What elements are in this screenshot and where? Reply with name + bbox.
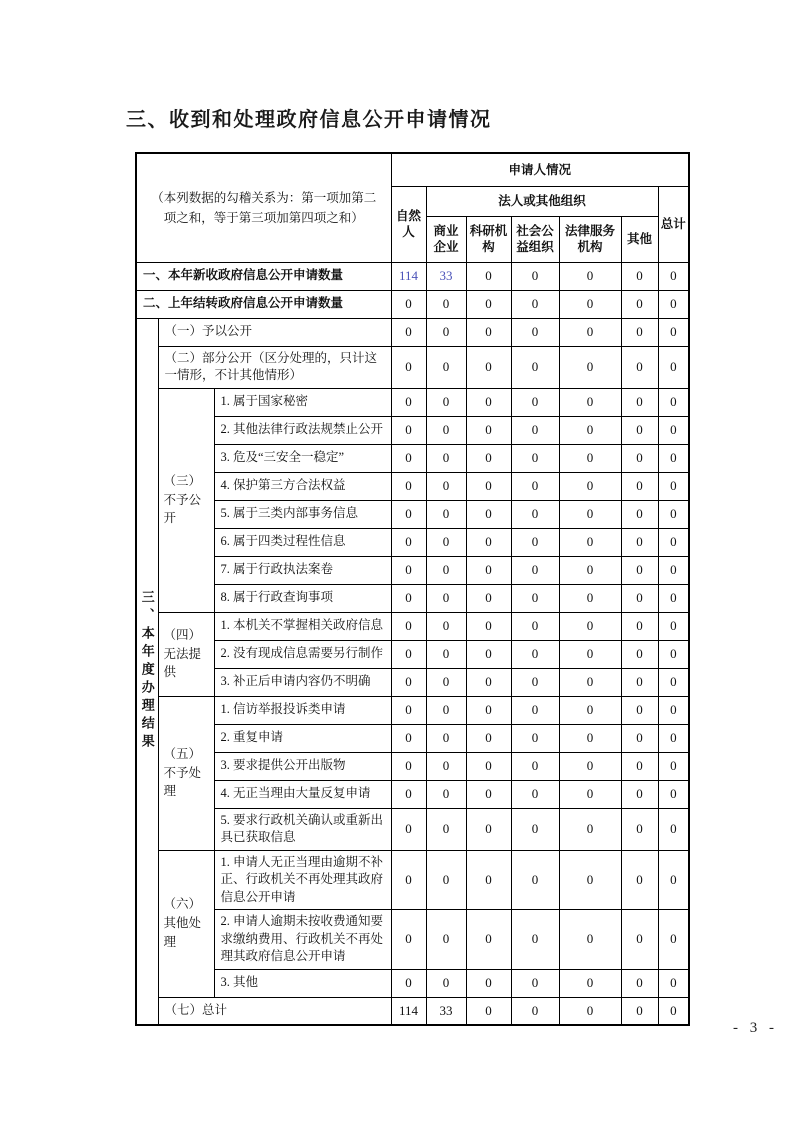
value-cell: 0 (658, 850, 689, 910)
value-cell: 0 (511, 696, 559, 724)
row-label: （七）总计 (158, 997, 391, 1025)
table-note: （本列数据的勾稽关系为：第一项加第二项之和，等于第三项加第四项之和） (136, 153, 391, 262)
row-label: 4. 无正当理由大量反复申请 (214, 780, 391, 808)
value-cell: 0 (621, 910, 658, 970)
value-cell: 0 (466, 556, 511, 584)
value-cell: 0 (658, 780, 689, 808)
page-number: - 3 - (733, 1020, 778, 1036)
value-cell: 0 (426, 346, 466, 388)
value-cell: 0 (511, 472, 559, 500)
table-row (136, 262, 689, 290)
value-cell: 0 (391, 416, 426, 444)
value-cell: 0 (391, 318, 426, 346)
value-cell: 0 (391, 346, 426, 388)
value-cell: 0 (621, 290, 658, 318)
table-row (136, 416, 689, 444)
row-label: 8. 属于行政查询事项 (214, 584, 391, 612)
row-label: 5. 属于三类内部事务信息 (214, 500, 391, 528)
value-cell: 0 (466, 388, 511, 416)
value-cell: 0 (559, 640, 621, 668)
value-cell: 0 (391, 724, 426, 752)
value-cell: 0 (559, 444, 621, 472)
table-row (136, 780, 689, 808)
row-label: 2. 其他法律行政法规禁止公开 (214, 416, 391, 444)
value-cell: 0 (511, 318, 559, 346)
value-cell: 0 (511, 444, 559, 472)
value-cell: 0 (466, 262, 511, 290)
value-cell: 0 (621, 556, 658, 584)
value-cell: 0 (511, 528, 559, 556)
value-cell: 0 (511, 640, 559, 668)
value-cell: 0 (426, 969, 466, 997)
section-label-vertical: 三、本年度办理结果 (136, 318, 158, 1025)
value-cell: 0 (426, 416, 466, 444)
header-legal-or-other-org: 法人或其他组织 (426, 186, 658, 216)
value-cell: 0 (621, 696, 658, 724)
value-cell: 0 (658, 640, 689, 668)
value-cell: 0 (658, 318, 689, 346)
value-cell: 0 (391, 808, 426, 850)
table-row (136, 696, 689, 724)
row-label: 1. 属于国家秘密 (214, 388, 391, 416)
row-label: 2. 重复申请 (214, 724, 391, 752)
value-cell: 0 (426, 472, 466, 500)
value-cell: 0 (658, 969, 689, 997)
row-label: 2. 申请人逾期未按收费通知要求缴纳费用、行政机关不再处理其政府信息公开申请 (214, 910, 391, 970)
value-cell: 0 (391, 556, 426, 584)
value-cell: 0 (621, 640, 658, 668)
value-cell: 0 (511, 808, 559, 850)
value-cell: 0 (621, 752, 658, 780)
value-cell: 0 (621, 444, 658, 472)
value-cell: 0 (466, 997, 511, 1025)
table-row (136, 808, 689, 850)
value-cell: 0 (426, 584, 466, 612)
table-row (136, 556, 689, 584)
value-cell: 0 (391, 290, 426, 318)
value-cell: 0 (426, 500, 466, 528)
value-cell: 0 (559, 780, 621, 808)
value-cell: 0 (426, 388, 466, 416)
value-cell: 0 (391, 584, 426, 612)
value-cell: 114 (391, 997, 426, 1025)
value-cell: 0 (658, 346, 689, 388)
page-title: 三、收到和处理政府信息公开申请情况 (126, 109, 492, 131)
table-row (136, 584, 689, 612)
value-cell: 0 (559, 910, 621, 970)
value-cell: 0 (621, 668, 658, 696)
value-cell: 0 (466, 444, 511, 472)
row-label: 6. 属于四类过程性信息 (214, 528, 391, 556)
value-cell: 0 (466, 472, 511, 500)
table-row (136, 528, 689, 556)
value-cell: 0 (466, 668, 511, 696)
col-header-natural-person: 自然人 (391, 186, 426, 262)
value-cell: 0 (391, 472, 426, 500)
table-row (136, 290, 689, 318)
col-header-social-welfare-org: 社会公益组织 (511, 216, 559, 262)
value-cell: 0 (426, 640, 466, 668)
value-cell: 0 (466, 318, 511, 346)
table-row (136, 500, 689, 528)
value-cell: 0 (621, 808, 658, 850)
table-row (136, 640, 689, 668)
table-row (136, 997, 689, 1025)
value-cell: 0 (511, 752, 559, 780)
value-cell: 0 (621, 262, 658, 290)
value-cell: 0 (511, 346, 559, 388)
value-cell: 0 (466, 696, 511, 724)
value-cell: 0 (426, 290, 466, 318)
table-row (136, 472, 689, 500)
table-row (136, 969, 689, 997)
value-cell: 0 (621, 724, 658, 752)
value-cell: 0 (658, 696, 689, 724)
row-label: 1. 信访举报投诉类申请 (214, 696, 391, 724)
table-body (136, 262, 689, 1025)
value-cell: 0 (621, 500, 658, 528)
value-cell: 0 (466, 780, 511, 808)
value-cell: 0 (658, 724, 689, 752)
value-cell: 0 (621, 850, 658, 910)
table-row (136, 850, 689, 910)
group-label: （六）其他处理 (158, 850, 214, 997)
col-header-legal-service-org: 法律服务机构 (559, 216, 621, 262)
row-label: 3. 危及“三安全一稳定” (214, 444, 391, 472)
value-cell: 0 (466, 500, 511, 528)
value-cell: 0 (391, 640, 426, 668)
table-row (136, 444, 689, 472)
header-applicant-status: 申请人情况 (391, 153, 689, 186)
value-cell: 0 (466, 910, 511, 970)
value-cell: 0 (391, 910, 426, 970)
value-cell: 0 (511, 969, 559, 997)
value-cell: 0 (621, 388, 658, 416)
value-cell: 0 (658, 262, 689, 290)
value-cell: 0 (658, 416, 689, 444)
value-cell: 0 (466, 528, 511, 556)
value-cell: 0 (559, 808, 621, 850)
value-cell: 0 (426, 724, 466, 752)
value-cell: 0 (511, 612, 559, 640)
value-cell: 0 (426, 556, 466, 584)
value-cell: 0 (658, 444, 689, 472)
value-cell: 0 (426, 780, 466, 808)
value-cell: 0 (511, 388, 559, 416)
value-cell: 0 (391, 612, 426, 640)
value-cell: 0 (426, 850, 466, 910)
value-cell: 0 (621, 780, 658, 808)
row-label: 3. 补正后申请内容仍不明确 (214, 668, 391, 696)
value-cell: 0 (466, 850, 511, 910)
value-cell: 0 (559, 724, 621, 752)
value-cell: 0 (559, 668, 621, 696)
row-label: 5. 要求行政机关确认或重新出具已获取信息 (214, 808, 391, 850)
col-header-commercial-enterprise: 商业企业 (426, 216, 466, 262)
value-cell: 0 (391, 969, 426, 997)
value-cell: 0 (511, 850, 559, 910)
value-cell: 0 (658, 910, 689, 970)
value-cell: 0 (559, 752, 621, 780)
value-cell: 0 (511, 668, 559, 696)
value-cell: 0 (511, 290, 559, 318)
value-cell: 0 (511, 556, 559, 584)
value-cell: 0 (559, 556, 621, 584)
value-cell: 0 (466, 290, 511, 318)
value-cell: 0 (559, 472, 621, 500)
value-cell: 0 (391, 696, 426, 724)
value-cell: 0 (466, 584, 511, 612)
value-cell: 0 (621, 584, 658, 612)
value-cell: 0 (511, 780, 559, 808)
row-label: （一）予以公开 (158, 318, 391, 346)
value-cell: 0 (658, 556, 689, 584)
col-header-total: 总计 (658, 186, 689, 262)
row-label: 1. 本机关不掌握相关政府信息 (214, 612, 391, 640)
value-cell: 0 (511, 997, 559, 1025)
value-cell: 0 (391, 500, 426, 528)
value-cell: 0 (559, 318, 621, 346)
value-cell: 0 (559, 346, 621, 388)
value-cell: 33 (426, 262, 466, 290)
table-row (136, 612, 689, 640)
value-cell: 0 (426, 528, 466, 556)
row-label: 1. 申请人无正当理由逾期不补正、行政机关不再处理其政府信息公开申请 (214, 850, 391, 910)
value-cell: 0 (511, 724, 559, 752)
value-cell: 0 (621, 318, 658, 346)
value-cell: 0 (621, 346, 658, 388)
group-label: （五）不予处理 (158, 696, 214, 850)
value-cell: 0 (391, 444, 426, 472)
value-cell: 0 (426, 444, 466, 472)
row-label: 2. 没有现成信息需要另行制作 (214, 640, 391, 668)
value-cell: 0 (426, 668, 466, 696)
value-cell: 0 (621, 997, 658, 1025)
value-cell: 0 (466, 969, 511, 997)
value-cell: 0 (391, 850, 426, 910)
table-row (136, 910, 689, 970)
value-cell: 0 (658, 584, 689, 612)
value-cell: 0 (466, 346, 511, 388)
value-cell: 0 (426, 696, 466, 724)
table-row (136, 668, 689, 696)
value-cell: 0 (559, 584, 621, 612)
table-row (136, 318, 689, 346)
value-cell: 0 (511, 584, 559, 612)
table-row (136, 388, 689, 416)
value-cell: 0 (391, 388, 426, 416)
value-cell: 0 (426, 910, 466, 970)
value-cell: 0 (559, 850, 621, 910)
value-cell: 0 (466, 724, 511, 752)
value-cell: 33 (426, 997, 466, 1025)
value-cell: 0 (559, 262, 621, 290)
value-cell: 0 (658, 528, 689, 556)
row-label: 4. 保护第三方合法权益 (214, 472, 391, 500)
value-cell: 0 (559, 290, 621, 318)
value-cell: 0 (658, 500, 689, 528)
col-header-research-institution: 科研机构 (466, 216, 511, 262)
value-cell: 0 (426, 612, 466, 640)
value-cell: 0 (658, 808, 689, 850)
value-cell: 0 (466, 808, 511, 850)
value-cell: 0 (559, 500, 621, 528)
value-cell: 0 (511, 500, 559, 528)
col-header-other: 其他 (621, 216, 658, 262)
value-cell: 0 (658, 388, 689, 416)
value-cell: 0 (559, 416, 621, 444)
value-cell: 0 (391, 752, 426, 780)
value-cell: 0 (658, 612, 689, 640)
value-cell: 0 (658, 472, 689, 500)
value-cell: 0 (511, 910, 559, 970)
value-cell: 0 (391, 528, 426, 556)
info-disclosure-table (135, 152, 690, 1026)
value-cell: 0 (426, 318, 466, 346)
value-cell: 0 (466, 640, 511, 668)
value-cell: 0 (426, 808, 466, 850)
value-cell: 0 (466, 612, 511, 640)
value-cell: 0 (658, 997, 689, 1025)
value-cell: 0 (559, 969, 621, 997)
value-cell: 0 (621, 416, 658, 444)
row-label: 一、本年新收政府信息公开申请数量 (136, 262, 391, 290)
row-label: 二、上年结转政府信息公开申请数量 (136, 290, 391, 318)
value-cell: 0 (621, 528, 658, 556)
value-cell: 0 (658, 668, 689, 696)
value-cell: 0 (511, 262, 559, 290)
value-cell: 0 (559, 528, 621, 556)
value-cell: 0 (391, 780, 426, 808)
value-cell: 0 (621, 969, 658, 997)
value-cell: 0 (511, 416, 559, 444)
row-label: 3. 要求提供公开出版物 (214, 752, 391, 780)
header-row-1 (136, 153, 689, 186)
value-cell: 0 (426, 752, 466, 780)
value-cell: 0 (658, 752, 689, 780)
row-label: 7. 属于行政执法案卷 (214, 556, 391, 584)
value-cell: 0 (559, 997, 621, 1025)
value-cell: 0 (621, 472, 658, 500)
value-cell: 0 (658, 290, 689, 318)
value-cell: 0 (621, 612, 658, 640)
table-row (136, 752, 689, 780)
row-label: （二）部分公开（区分处理的，只计这一情形，不计其他情形） (158, 346, 391, 388)
row-label: 3. 其他 (214, 969, 391, 997)
value-cell: 0 (559, 612, 621, 640)
table-row (136, 346, 689, 388)
value-cell: 0 (466, 752, 511, 780)
group-label: （四）无法提供 (158, 612, 214, 696)
value-cell: 0 (559, 388, 621, 416)
table-row (136, 724, 689, 752)
value-cell: 0 (391, 668, 426, 696)
value-cell: 114 (391, 262, 426, 290)
value-cell: 0 (466, 416, 511, 444)
group-label: （三）不予公开 (158, 388, 214, 612)
value-cell: 0 (559, 696, 621, 724)
